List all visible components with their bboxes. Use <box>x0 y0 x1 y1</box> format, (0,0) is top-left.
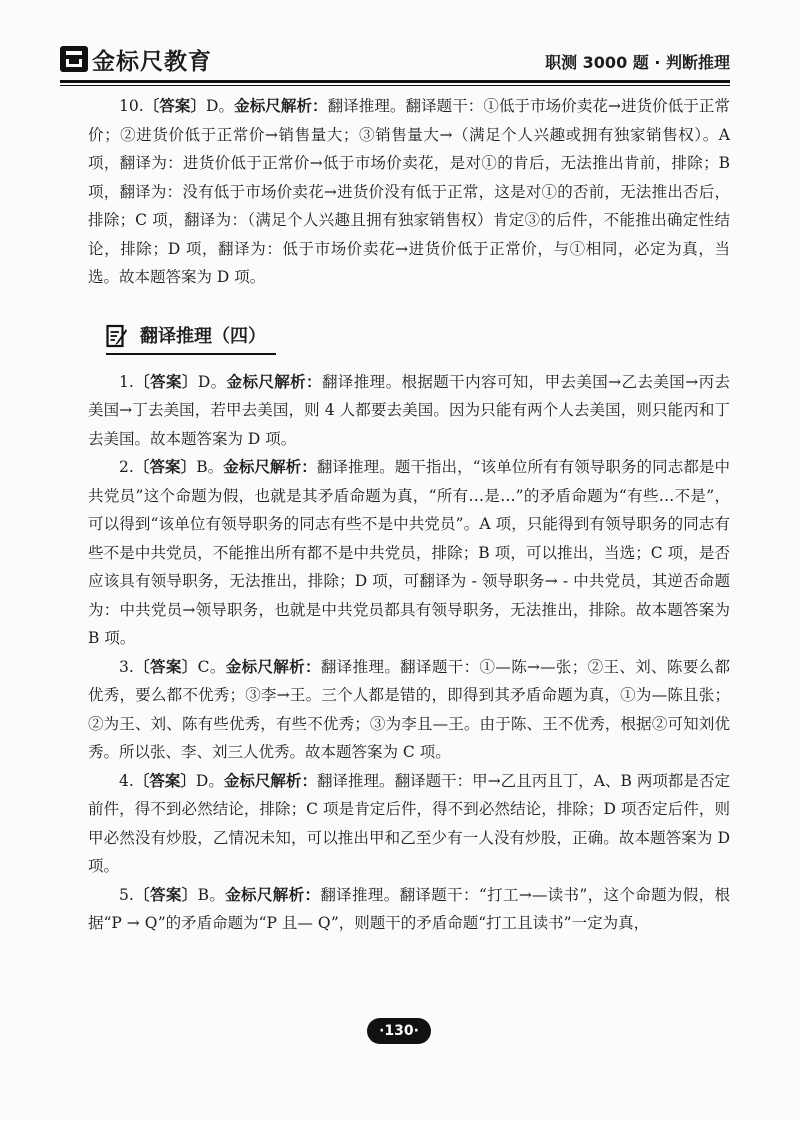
publisher-logo <box>60 44 212 74</box>
answer-entry: 10.〔答案〕D。金标尺解析：翻译推理。翻译题干：①低于市场价卖花→进货价低于正常价；②进货价低于正常价→销售量大；③销售量大→（满足个人兴趣或拥有独家销售权）。A 项，翻译为：进货价低于正常价→低于市场价卖花，是对①的肯后，无法推出肯前，排除；B 项，翻译为：没有低于市场价卖花→进货价没有低于正常，这是对①的否前，无法推出否后，排除；C 项，翻译为：（满足个人兴趣且拥有独家销售权）肯定③的后件，不能推出确定性结论，排除；D 项，翻译为：低于市场价卖花→进货价低于正常价，与①相同，必定为真，当选。故本题答案为 D 项。 <box>88 97 730 286</box>
header-rule-thin <box>60 85 730 86</box>
page-header <box>60 40 730 80</box>
section-underline <box>106 353 276 355</box>
book-title: 职测 3000 题 · 判断推理 <box>545 53 730 72</box>
section-title: 翻译推理（四） <box>140 325 266 347</box>
page-number: ·130· <box>367 1018 431 1044</box>
header-rule <box>60 80 730 83</box>
logo-text: 金标尺教育 <box>92 48 212 75</box>
answer-entry: 2.〔答案〕B。金标尺解析：翻译推理。题干指出，“该单位所有有领导职务的同志都是中共党员”这个命题为假，也就是其矛盾命题为真，“所有…是…”的矛盾命题为“有些…不是”，可以得到“该单位有领导职务的同志有些不是中共党员”。A 项，只能得到有领导职务的同志有些不是中共党员，不能推出所有都不是中共党员，排除；B 项，可以推出，当选；C 项，是否应该具有领导职务，无法推出，排除；D 项，可翻译为 - 领导职务→ - 中共党员，其逆否命题为：中共党员→领导职务，也就是中共党员都具有领导职务，无法推出，排除。故本题答案为 B 项。 <box>88 458 730 647</box>
answer-entry: 5.〔答案〕B。金标尺解析：翻译推理。翻译题干：“打工→—读书”，这个命题为假，根据“P → Q”的矛盾命题为“P 且— Q”，则题干的矛盾命题“打工且读书”一定为真， <box>88 885 730 932</box>
answer-entry: 3.〔答案〕C。金标尺解析：翻译推理。翻译题干：①—陈→—张；②王、刘、陈要么都优秀，要么都不优秀；③李→王。三个人都是错的，即得到其矛盾命题为真，①为—陈且张；②为王、刘、陈有些优秀，有些不优秀；③为李且—王。由于陈、王不优秀，根据②可知刘优秀。所以张、李、刘三人优秀。故本题答案为 C 项。 <box>88 657 730 761</box>
page-content <box>88 92 730 938</box>
answer-entry: 1.〔答案〕D。金标尺解析：翻译推理。根据题干内容可知，甲去美国→乙去美国→丙去美国→丁去美国，若甲去美国，则 4 人都要去美国。因为只能有两个人去美国，则只能丙和丁去美国。故本题答案为 D 项。 <box>88 372 730 448</box>
section-heading <box>106 318 730 354</box>
answer-entry: 4.〔答案〕D。金标尺解析：翻译推理。翻译题干：甲→乙且丙且丁，A、B 两项都是否定前件，得不到必然结论，排除；C 项是肯定后件，得不到必然结论，排除；D 项否定后件，则甲必然没有炒股，乙情况未知，可以推出甲和乙至少有一人没有炒股，正确。故本题答案为 D 项。 <box>88 771 730 875</box>
edit-note-icon <box>106 323 128 349</box>
logo-icon <box>60 46 88 72</box>
